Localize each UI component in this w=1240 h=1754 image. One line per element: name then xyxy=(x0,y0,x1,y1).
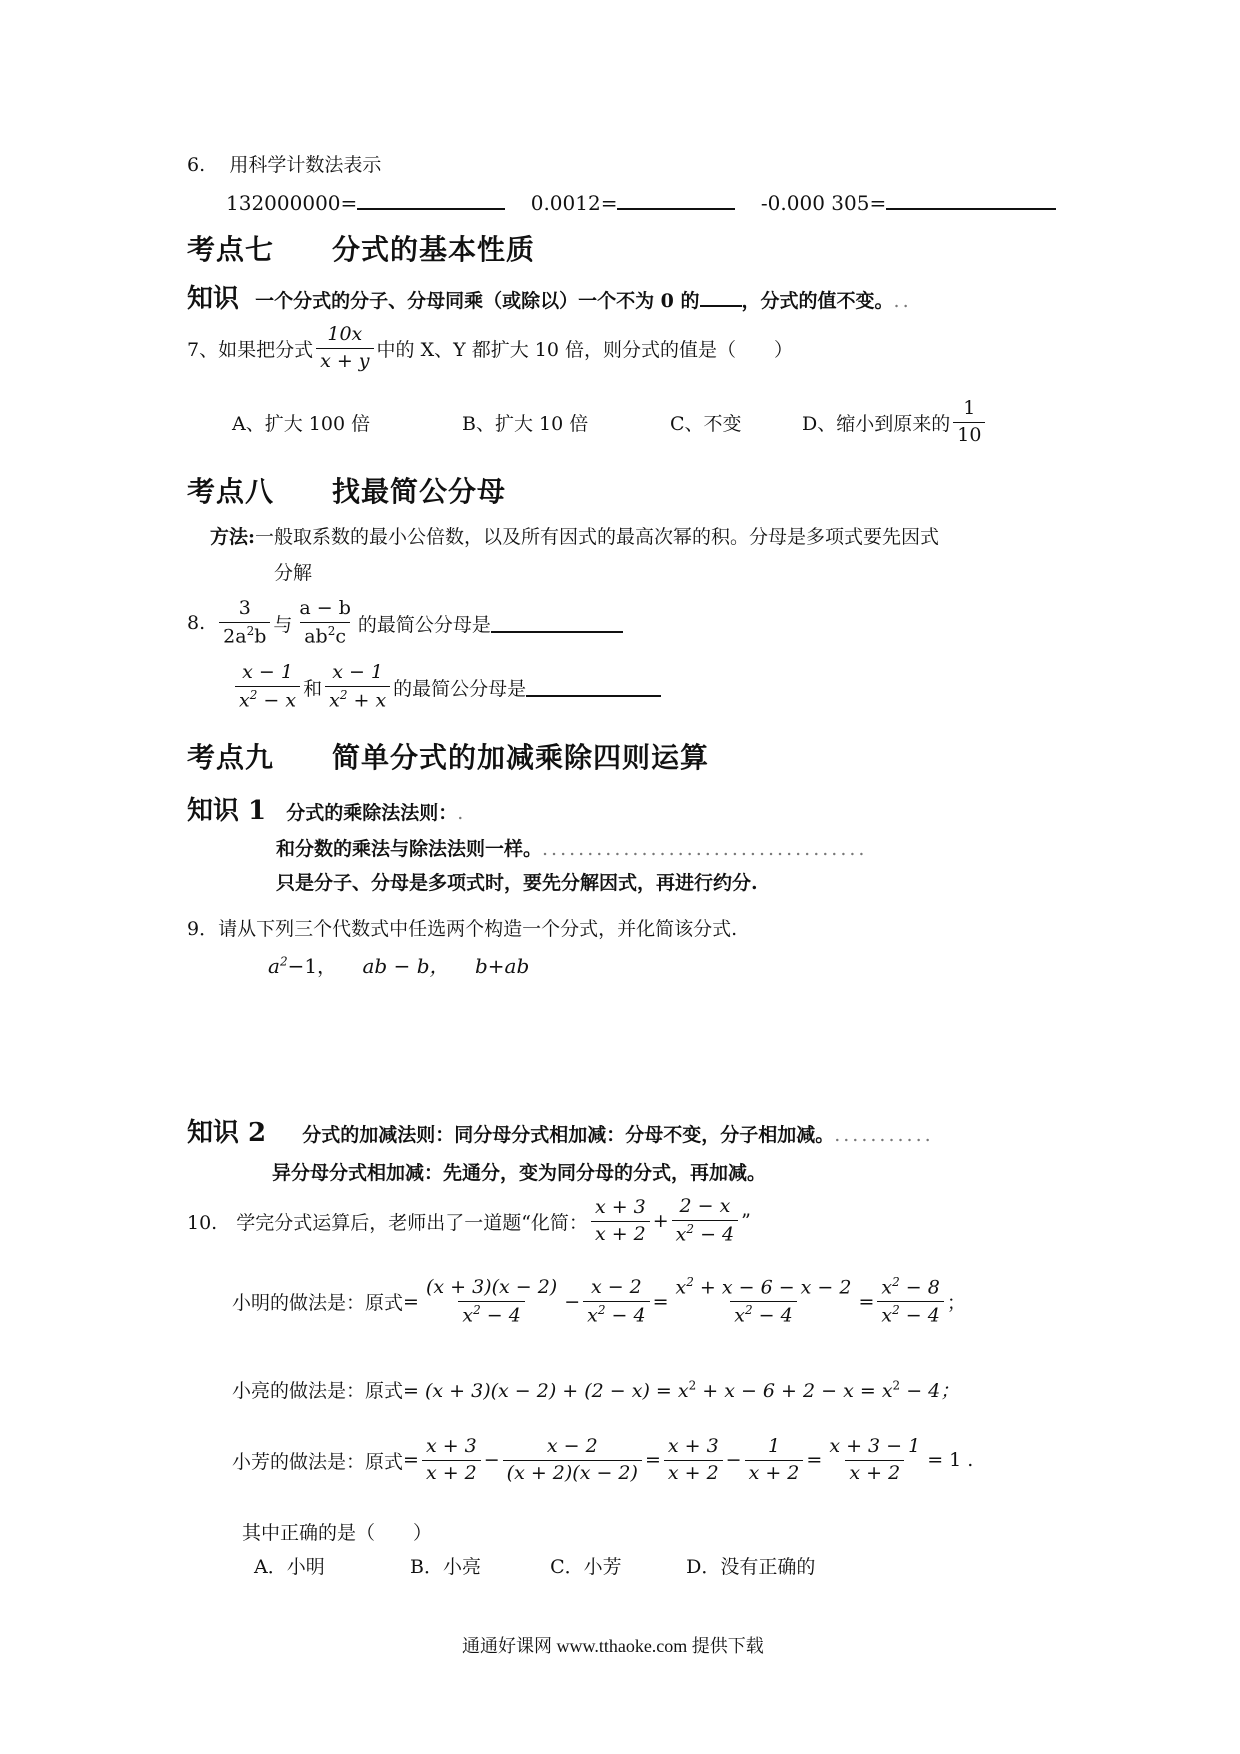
q6-blank-b[interactable] xyxy=(617,190,735,210)
frac-den: $x^2 - 4$ xyxy=(672,1220,738,1246)
knowledge-1-label: 知识 1 xyxy=(187,796,267,826)
section-8-method xyxy=(210,522,939,549)
knowledge-text-2: ，分式的值不变。 xyxy=(741,290,894,312)
xf-frac-5 xyxy=(825,1436,924,1485)
knowledge-1-line-2: 和分数的乘法与除法法则一样。 xyxy=(276,838,543,860)
section-9-k1-line3: 只是分子、分母是多项式时，要先分解因式，再进行约分. xyxy=(276,872,758,894)
q10-option-a[interactable]: A．小明 xyxy=(254,1556,325,1578)
q10-frac-a xyxy=(591,1197,650,1246)
q7-option-c[interactable]: C、不变 xyxy=(670,412,742,435)
xf-frac-2 xyxy=(503,1436,642,1485)
xiaoming-solution: 小明的做法是：原式 = $\frac{(x + 3)(x - 2)}{x^2 - 4}$ − $\frac{x - 2}{x^2 - 4}$ = $\frac{x^2 + x - 6 - x - 2}{x^2 - 4}$ = $\frac{x^2 - 8}{x^2 - 4}$ ； xyxy=(232,1275,966,1327)
q6-heading xyxy=(187,150,381,177)
frac-num: x − 1 xyxy=(242,661,293,683)
q6-item-b: 0.0012= xyxy=(530,191,618,215)
q8-connector-2: 和 xyxy=(303,677,323,700)
q10-close-quote: ” xyxy=(741,1210,751,1232)
q10-intro-text: 10. 学完分式运算后，老师出了一道题“化简： xyxy=(187,1211,588,1234)
xf-end: = 1 . xyxy=(927,1449,974,1472)
frac-den: x + 2 xyxy=(845,1460,904,1485)
method-text-2: 分解 xyxy=(274,562,313,584)
xf-frac-3 xyxy=(664,1436,723,1485)
xl-expr-2: + x − 6 + 2 − x = x xyxy=(696,1380,893,1402)
frac-den: $x^2 - 4$ xyxy=(583,1301,649,1327)
frac-num: x − 1 xyxy=(332,661,384,683)
q7-frac-den: x + y xyxy=(316,348,373,373)
q10-question: 其中正确的是（ ） xyxy=(242,1522,433,1544)
frac-num: x − 2 xyxy=(590,1275,642,1298)
q10-options xyxy=(254,1552,815,1579)
frac-num: x + 3 − 1 xyxy=(829,1435,921,1457)
frac-num: 1 xyxy=(767,1435,781,1457)
q8-frac-1 xyxy=(219,598,270,648)
q8-frac-2 xyxy=(295,598,355,648)
section-9-title: 考点九 简单分式的加减乘除四则运算 xyxy=(187,741,710,774)
frac-num: a − b xyxy=(299,597,351,619)
q9-text: 9．请从下列三个代数式中任选两个构造一个分式，并化简该分式. xyxy=(187,918,738,940)
q8-number: 8. xyxy=(187,612,206,634)
q7-pre: 7、如果把分式 xyxy=(187,338,314,361)
frac-num: x + 3 xyxy=(425,1435,477,1457)
q8-line-1 xyxy=(187,598,623,648)
knowledge-2-label: 知识 2 xyxy=(187,1118,267,1148)
section-7-title: 考点七 分式的基本性质 xyxy=(187,233,536,266)
section-7-knowledge xyxy=(187,278,912,315)
frac-den: x + 2 xyxy=(591,1221,650,1246)
frac-num-tail: + x − 6 − x − 2 xyxy=(693,1276,852,1299)
q8-blank-1[interactable] xyxy=(491,613,623,633)
q6-answers xyxy=(226,190,1056,215)
frac-den: (x + 2)(x − 2) xyxy=(503,1460,642,1485)
q9-expr-3: b+ab xyxy=(474,954,530,978)
q6-item-a: 132000000= xyxy=(226,191,358,215)
frac-den: $x^2 - x$ xyxy=(235,686,300,712)
xiaoliang-label: 小亮的做法是：原式 xyxy=(232,1380,404,1402)
q8-frac-4 xyxy=(325,662,390,712)
xf-frac-1 xyxy=(422,1436,481,1485)
frac-den: $x^2 - 4$ xyxy=(877,1301,943,1327)
frac-num: 3 xyxy=(238,597,251,619)
q8-text-1: 的最简公分母是 xyxy=(357,613,491,636)
section-8-title: 考点八 找最简公分母 xyxy=(187,475,507,508)
q10-frac-b xyxy=(672,1196,738,1246)
dotted-leader: . xyxy=(457,802,467,824)
knowledge-text-1: 一个分式的分子、分母同乘（或除以）一个不为 0 的 xyxy=(255,290,700,312)
frac-den: $x^2 - 4$ xyxy=(730,1301,796,1327)
xl-expr-1: = (x + 3)(x − 2) + (2 − x) = x xyxy=(403,1380,689,1402)
frac-num-tail: − 8 xyxy=(899,1276,940,1299)
q8-connector: 与 xyxy=(273,613,293,636)
xm-frac-4 xyxy=(877,1276,943,1327)
q6-number: 6. xyxy=(187,154,206,176)
knowledge-2-line2: 异分母分式相加减：先通分，变为同分母的分式，再加减。 xyxy=(272,1162,767,1184)
q8-text-2: 的最简公分母是 xyxy=(393,677,527,700)
q10-option-b[interactable]: B．小亮 xyxy=(410,1556,482,1578)
xiaofang-label: 小芳的做法是：原式 xyxy=(232,1450,404,1473)
frac-den: 10 xyxy=(953,422,985,447)
xf-frac-4 xyxy=(745,1436,804,1485)
frac-num: $x^2 + x - 6 - x - 2$ xyxy=(675,1275,852,1299)
q7-option-d-fraction xyxy=(953,398,985,447)
frac-num: x + 3 xyxy=(594,1195,646,1218)
dotted-leader: .. xyxy=(893,290,912,312)
q8-blank-2[interactable] xyxy=(526,677,661,697)
section-9-k1 xyxy=(187,790,466,827)
dotted-leader: ........... xyxy=(834,1124,934,1146)
xiaofang-solution: 小芳的做法是：原式 = $\frac{x + 3}{x + 2}$ − $\frac{x - 2}{(x + 2)(x - 2)}$ = $\frac{x + 3}{x + 2}$ − $\frac{1}{x + 2}$ = $\frac{x + 3 - 1}{x + 2}$ = 1 . xyxy=(232,1435,974,1484)
xiaoming-label: 小明的做法是：原式 xyxy=(232,1292,404,1315)
q9-expr-2: ab − b， xyxy=(362,954,450,978)
dotted-leader: .................................... xyxy=(542,838,868,860)
q10-option-d[interactable]: D．没有正确的 xyxy=(686,1556,816,1578)
q7-post: 中的 X、Y 都扩大 10 倍，则分式的值是（ ） xyxy=(376,338,793,361)
q9-expr-1-tail: −1， xyxy=(287,954,338,978)
xl-expr-3: − 4； xyxy=(900,1380,960,1402)
q6-blank-c[interactable] xyxy=(886,190,1056,210)
q10-option-c[interactable]: C．小芳 xyxy=(550,1556,622,1578)
method-text: 一般取系数的最小公倍数，以及所有因式的最高次幂的积。分母是多项式要先因式 xyxy=(255,526,940,548)
q6-blank-a[interactable] xyxy=(357,190,505,210)
q7-option-b[interactable]: B、扩大 10 倍 xyxy=(462,412,589,435)
q6-title: 用科学计数法表示 xyxy=(229,154,382,176)
frac-den: $x^2 + x$ xyxy=(325,686,390,712)
knowledge-label: 知识 xyxy=(187,284,240,314)
q10-intro: 10. 学完分式运算后，老师出了一道题“化简： $\frac{x + 3}{x + 2}$ + $\frac{2 - x}{x^2 - 4}$ ” xyxy=(187,1195,751,1246)
frac-num: x + 3 xyxy=(667,1435,719,1457)
method-label: 方法: xyxy=(210,526,256,548)
xiaoliang-solution: 小亮的做法是：原式= $(x + 3)(x - 2) + (2 - x) = x^2 + x - 6 + 2 - x = x^2 - 4$； xyxy=(232,1378,960,1402)
frac-den: $2a^2b$ xyxy=(219,622,270,648)
knowledge-2-text: 分式的加减法则：同分母分式相加减：分母不变，分子相加减。 xyxy=(302,1124,835,1146)
knowledge-blank[interactable] xyxy=(700,291,742,307)
q9-expr-1: $a^2$ xyxy=(268,954,288,978)
section-9-k1-line2 xyxy=(276,834,867,861)
frac-den: $x^2 - 4$ xyxy=(458,1301,524,1327)
frac-num: $x^2 - 8$ xyxy=(881,1275,940,1299)
frac-den: x + 2 xyxy=(745,1460,804,1485)
frac-den: x + 2 xyxy=(664,1460,723,1485)
frac-den: $ab^2c$ xyxy=(300,622,350,648)
q7-options xyxy=(232,398,988,447)
q8-line-2 xyxy=(232,662,661,712)
knowledge-2 xyxy=(187,1112,934,1149)
q7-frac-num: 10x xyxy=(327,323,363,345)
frac-den: x + 2 xyxy=(422,1460,481,1485)
q6-item-c: -0.000 305= xyxy=(760,191,887,215)
page-footer: 通通好课网 www.tthaoke.com 提供下载 xyxy=(462,1636,764,1656)
q9-expressions xyxy=(268,950,529,979)
q7-option-d[interactable]: D、缩小到原来的 xyxy=(802,412,951,435)
q7-question xyxy=(187,324,793,373)
q7-fraction xyxy=(316,324,373,373)
frac-num: x − 2 xyxy=(546,1435,598,1457)
q7-option-a[interactable]: A、扩大 100 倍 xyxy=(232,412,371,435)
frac-num: 1 xyxy=(963,397,976,419)
xm-frac-3 xyxy=(672,1276,856,1327)
knowledge-1-text: 分式的乘除法法则： xyxy=(286,802,458,824)
frac-num: 2 − x xyxy=(679,1195,731,1217)
xm-frac-2 xyxy=(583,1277,649,1327)
xm-frac-1 xyxy=(422,1277,561,1327)
q8-frac-3 xyxy=(235,662,300,712)
frac-num: (x + 3)(x − 2) xyxy=(425,1275,558,1298)
